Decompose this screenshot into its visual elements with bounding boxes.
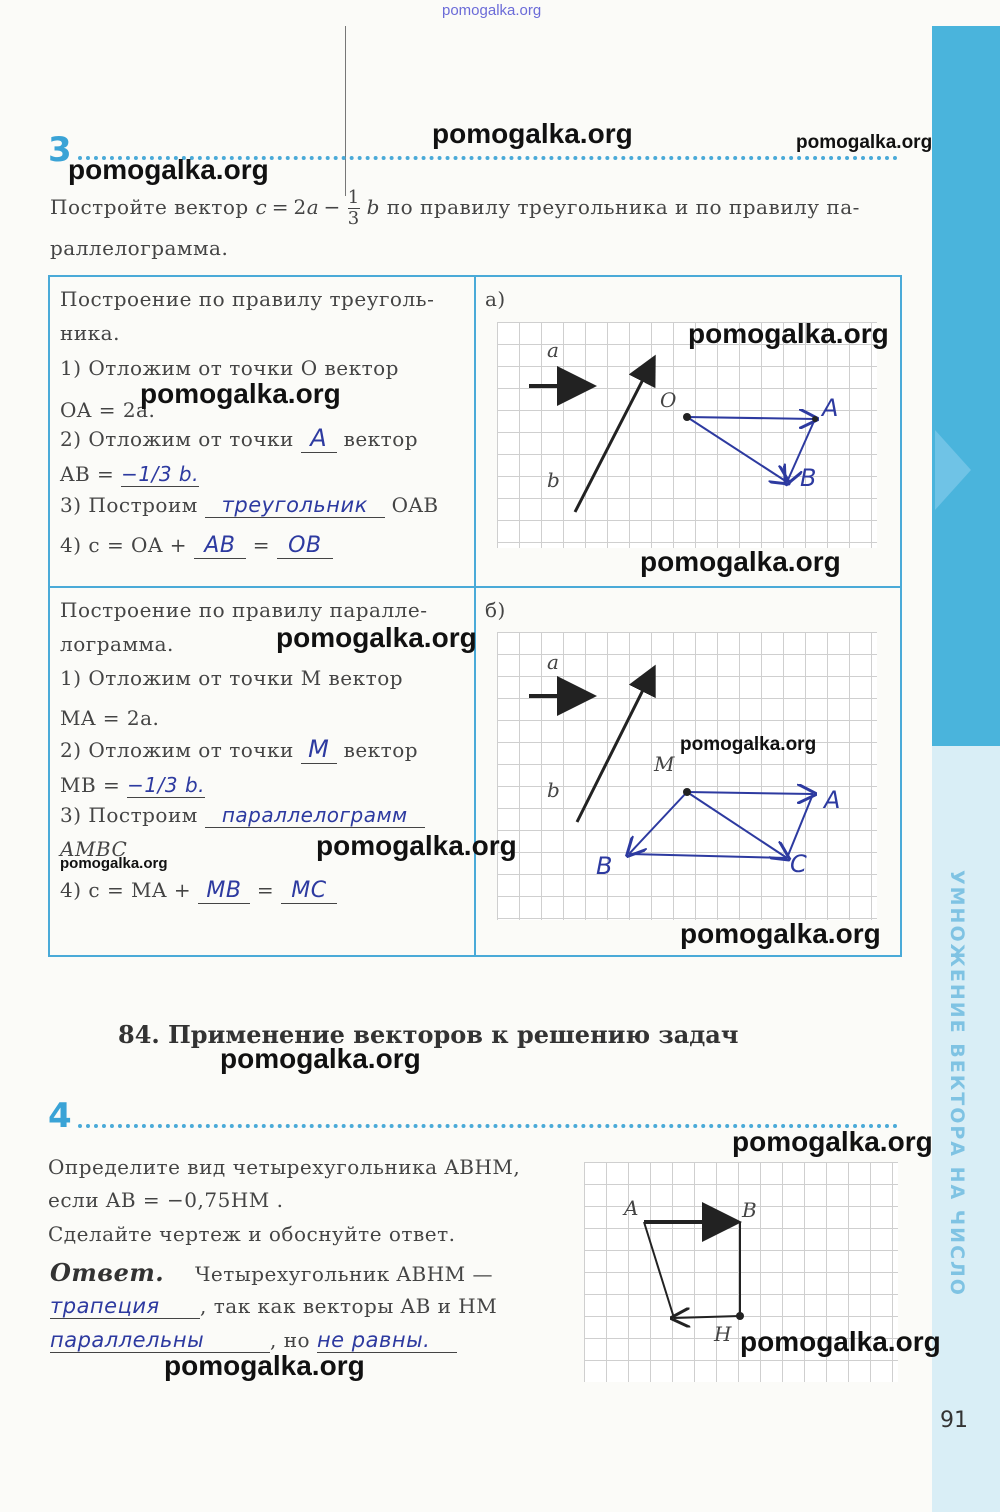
label-point-B: B [800, 464, 817, 492]
label-vector-b-2: b [547, 778, 561, 802]
chapter-tab-arrow-icon [935, 430, 971, 510]
task4-line1: Определите вид четырехугольника ABHM, [48, 1155, 521, 1179]
section-heading: 84. Применение векторов к решению задач [118, 1020, 739, 1049]
watermark: pomogalka.org [140, 378, 341, 409]
watermark: pomogalka.org [316, 830, 517, 861]
vector-b-arrow [575, 360, 653, 512]
task4-line3: Сделайте чертеж и обоснуйте ответ. [48, 1222, 456, 1246]
point-O [683, 413, 691, 421]
label-point-A-task4: A [624, 1196, 639, 1220]
triangle-step5-answer1: AB [194, 533, 246, 559]
triangle-step3-answer: −1/3 b. [121, 462, 199, 486]
task-number-4: 4 [48, 1096, 72, 1136]
label-point-A-2: A [824, 786, 841, 814]
label-point-B-task4: B [742, 1198, 758, 1222]
vector-HM [674, 1316, 740, 1318]
task3-statement-line1: Постройте вектор c = 2a − $\frac{1}{3}$ b по правилу треугольника и по правилу па- [50, 187, 860, 229]
task4-answer-line3: параллельны , но не равны. [50, 1328, 457, 1353]
triangle-step5-answer2: OB [277, 533, 333, 559]
vector-OB [687, 417, 787, 482]
watermark-top: pomogalka.org [442, 2, 542, 19]
panel-a-label: а) [485, 287, 506, 311]
label-vector-a-2: a [547, 650, 560, 674]
parallelogram-title-line1: Построение по правилу паралле- [60, 598, 428, 622]
label-point-M: M [654, 752, 675, 776]
parallelogram-step3-answer: −1/3 b. [127, 773, 206, 797]
parallelogram-step3: MB = −1/3 b. [60, 773, 206, 797]
watermark: pomogalka.org [640, 546, 841, 577]
answer-value1: трапеция [50, 1294, 200, 1319]
parallelogram-step5: 4) c = MA + MB = MC [60, 878, 337, 904]
panel-b-label: б) [485, 598, 506, 622]
parallelogram-step1-line2: MA = 2a. [60, 706, 160, 730]
watermark: pomogalka.org [688, 318, 889, 349]
vector-MB [629, 792, 687, 854]
watermark: pomogalka.org [276, 622, 477, 653]
watermark: pomogalka.org [680, 734, 817, 755]
point-A [812, 416, 818, 422]
triangle-step4: 3) Построим треугольник OAB [60, 493, 439, 517]
task4-line2: если AB = −0,75HM . [48, 1188, 284, 1212]
task4-answer-line1: Ответ. Четырехугольник ABHM — [50, 1258, 493, 1287]
label-point-C: C [790, 850, 808, 878]
task3-statement-line2: раллелограмма. [50, 236, 229, 260]
triangle-title-line1: Построение по правилу треуголь- [60, 287, 435, 311]
watermark: pomogalka.org [432, 118, 633, 149]
page-number: 91 [940, 1408, 968, 1433]
table-horizontal-divider [48, 586, 900, 588]
vector-b-arrow-2 [577, 670, 653, 822]
parallelogram-step1-line1: 1) Отложим от точки M вектор [60, 666, 404, 690]
label-point-A: A [822, 394, 839, 422]
page-fold-line [345, 26, 346, 196]
triangle-step1-line2: OA = 2a. [60, 398, 156, 422]
answer-value2: параллельны [50, 1328, 270, 1353]
segment-BC [629, 854, 787, 858]
watermark: pomogalka.org [220, 1043, 421, 1074]
label-vector-b: b [547, 468, 561, 492]
triangle-step2-answer: A [301, 424, 337, 453]
label-point-O: O [660, 388, 677, 412]
sidebar-accent [932, 26, 1000, 746]
task4-answer-line2: трапеция , так как векторы AB и HM [50, 1294, 498, 1318]
label-point-B-2: B [596, 852, 613, 880]
vector-MC [687, 792, 787, 858]
watermark: pomogalka.org [796, 132, 933, 153]
point-H [736, 1312, 744, 1320]
vector-OA [687, 417, 815, 419]
triangle-step2: 2) Отложим от точки A вектор [60, 424, 419, 452]
watermark: pomogalka.org [680, 918, 881, 949]
task-number-3: 3 [48, 130, 72, 170]
parallelogram-step2: 2) Отложим от точки M вектор [60, 735, 419, 763]
parallelogram-title-line2: лограмма. [60, 632, 174, 656]
parallelogram-step5-answer2: MC [281, 878, 337, 904]
parallelogram-diagram [497, 632, 877, 920]
answer-value3: не равны. [317, 1328, 457, 1353]
parallelogram-step4-answer: параллелограмм [205, 803, 425, 828]
triangle-step5: 4) c = OA + AB = OB [60, 533, 333, 559]
point-M [683, 788, 691, 796]
triangle-step4-answer: треугольник [205, 493, 385, 518]
vector-MA [687, 792, 813, 794]
watermark: pomogalka.org [60, 855, 168, 872]
watermark: pomogalka.org [164, 1350, 365, 1381]
watermark: pomogalka.org [740, 1326, 941, 1357]
parallelogram-step4-line2: AMBC [60, 837, 128, 861]
watermark: pomogalka.org [68, 154, 269, 185]
parallelogram-step2-answer: M [301, 735, 337, 764]
parallelogram-step5-answer1: MB [198, 878, 250, 904]
triangle-title-line2: ника. [60, 321, 120, 345]
label-vector-a: a [547, 338, 560, 362]
parallelogram-step4: 3) Построим параллелограмм [60, 803, 425, 828]
chapter-title: УМНОЖЕНИЕ ВЕКТОРА НА ЧИСЛО [946, 870, 968, 1297]
label-point-H-task4: H [714, 1322, 732, 1346]
triangle-step3: AB = −1/3 b. [60, 462, 199, 486]
watermark: pomogalka.org [732, 1126, 933, 1157]
segment-AM [644, 1222, 674, 1318]
segment-AC [787, 794, 813, 858]
answer-label: Ответ. [50, 1258, 165, 1287]
triangle-step1-line1: 1) Отложим от точки O вектор [60, 356, 399, 380]
